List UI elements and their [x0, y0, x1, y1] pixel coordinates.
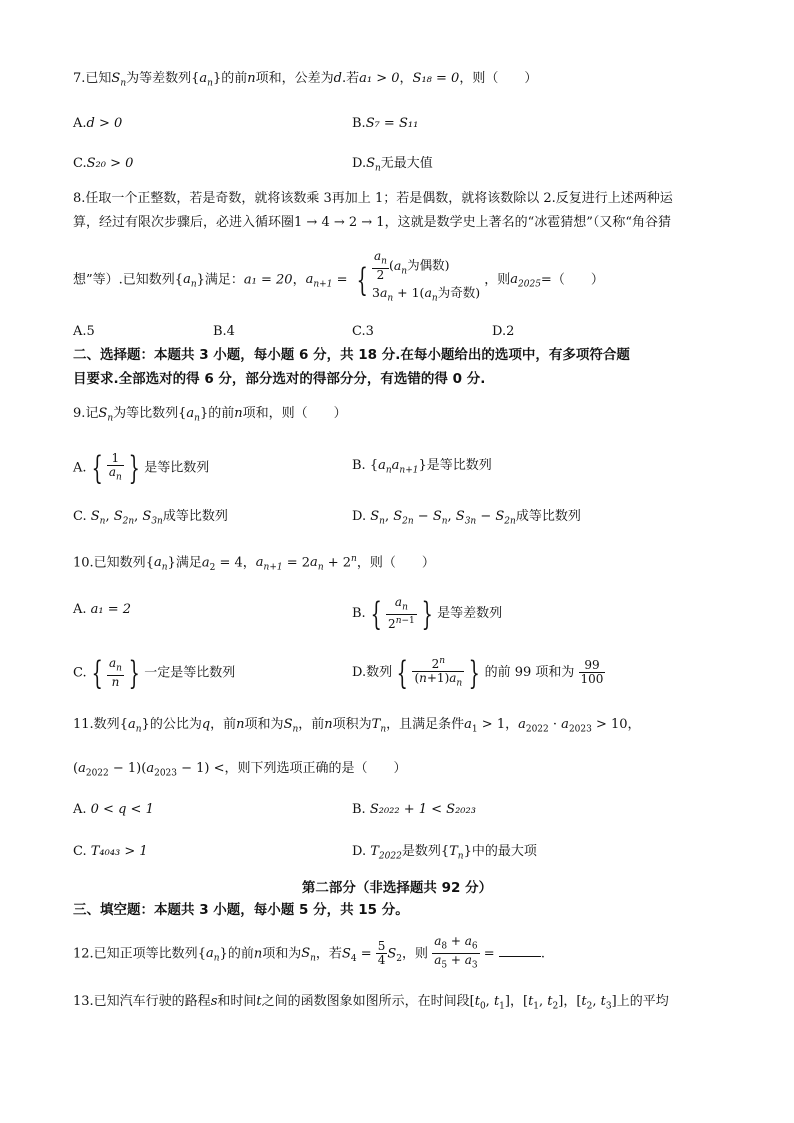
- q8-option-a[interactable]: A.5: [73, 324, 95, 339]
- section3-heading: 三、填空题：本题共 3 小题，每小题 5 分，共 15 分。: [73, 902, 409, 918]
- q11-option-b[interactable]: B. S₂₀₂₂ + 1 < S₂₀₂₃: [352, 802, 476, 817]
- q13-stem: 13.已知汽车行驶的路程s和时间t之间的函数图象如图所示，在时间段[$t_0$, $t_1$]，[$t_1$, $t_2$]，[$t_2$, $t_3$]上的平均: [73, 994, 669, 1012]
- q8-option-d[interactable]: D.2: [492, 324, 515, 339]
- q12-stem: 12.已知正项等比数列$\{a_n\}$的前n项和为$S_n$，若$S_4$ = $\frac{5}{4}$ $S_2$，则 $\frac{a_8 + a_6}{a_5 + a_3}$ = .: [73, 934, 545, 971]
- q8-option-c[interactable]: C.3: [352, 324, 374, 339]
- q9-stem: 9.记$S_n$为等比数列$\{a_n\}$的前n项和，则（ ）: [73, 406, 347, 424]
- q7-option-a[interactable]: A.d > 0: [73, 116, 123, 131]
- q9-option-c[interactable]: C. $S_n$, $S_{2n}$, $S_{3n}$成等比数列: [73, 509, 228, 527]
- q11-line2: $(a_{2022} - 1)(a_{2023} - 1)$ <，则下列选项正确的是（ ）: [73, 761, 407, 779]
- q8-piecewise: $\frac{a_n}{2}$ ($a_n$为偶数) $3a_n + 1(a_n$为奇数): [371, 249, 481, 304]
- q11-line1: 11.数列$\{a_n\}$的公比为q，前n项和为$S_n$，前n项积为$T_n$，且满足条件$a_1 > 1$，$a_{2022} \cdot a_{2023} > 10$，: [73, 717, 641, 735]
- q9-option-b[interactable]: B. $\{a_na_{n+1}\}$是等比数列: [352, 458, 492, 476]
- q8-option-b[interactable]: B.4: [213, 324, 235, 339]
- q7-stem: 7.已知$S_n$为等差数列$\{a_n\}$的前n项和，公差为d.若a₁ > 0，S₁₈ = 0，则（ ）: [73, 71, 538, 89]
- q7-option-d[interactable]: $D.S_n$无最大值: [352, 156, 433, 174]
- q8-line2: 算，经过有限次步骤后，必进入循环圈1 → 4 → 2 → 1，这就是数学史上著名的“冰雹猜想”（又称“角谷猜: [73, 215, 672, 230]
- q10-option-b[interactable]: B. { $\frac{a_n}{2^{n-1}}$ } 是等差数列: [352, 594, 503, 633]
- q8-line1: 8.任取一个正整数，若是奇数，就将该数乘 3再加上 1；若是偶数，就将该数除以 2.反复进行上述两种运: [73, 191, 673, 206]
- q11-option-d[interactable]: D. $T_{2022}$是数列$\{T_n\}$中的最大项: [352, 844, 537, 862]
- q9-option-d[interactable]: D. $S_n$, $S_{2n} - S_n$, $S_{3n} - S_{2n}$成等比数列: [352, 509, 581, 527]
- q10-stem: 10.已知数列$\{a_n\}$满足$a_2 = 4$，$a_{n+1} = 2a_n + 2^n$，则（ ）: [73, 554, 435, 573]
- q11-option-c[interactable]: C. T₄₀₄₃ > 1: [73, 844, 148, 859]
- section2-heading-line2: 目要求.全部选对的得 6 分，部分选对的得部分分，有选错的得 0 分.: [73, 371, 486, 387]
- q10-option-a[interactable]: A. a₁ = 2: [73, 602, 132, 617]
- q10-option-c[interactable]: C. { $\frac{a_n}{n}$ } 一定是等比数列: [73, 654, 236, 693]
- q10-option-d[interactable]: D.数列 { $\frac{2^n}{(n+1)a_n}$ } 的前 99 项和为 $\frac{99}{100}$: [352, 653, 604, 692]
- q7-option-c[interactable]: C.S₂₀ > 0: [73, 156, 134, 171]
- part2-title: 第二部分（非选择题共 92 分）: [301, 880, 493, 896]
- q9-option-a[interactable]: A. { $\frac{1}{a_n}$ } 是等比数列: [73, 449, 210, 488]
- q7-option-b[interactable]: B.S₇ = S₁₁: [352, 116, 419, 131]
- q12-answer-blank[interactable]: [499, 956, 541, 957]
- section2-heading-line1: 二、选择题：本题共 3 小题，每小题 6 分，共 18 分.在每小题给出的选项中，有多项符合题: [73, 347, 630, 363]
- q8-line3: 想”等）.已知数列$\{a_n\}$满足：a₁ = 20，$a_{n+1}$ = { $\frac{a_n}{2}$ ($a_n$为偶数) $3a_n + 1(a_n$为奇数) ，则$a_{2025}=$（ ）: [73, 250, 604, 312]
- q11-option-a[interactable]: A. 0 < q < 1: [73, 802, 154, 817]
